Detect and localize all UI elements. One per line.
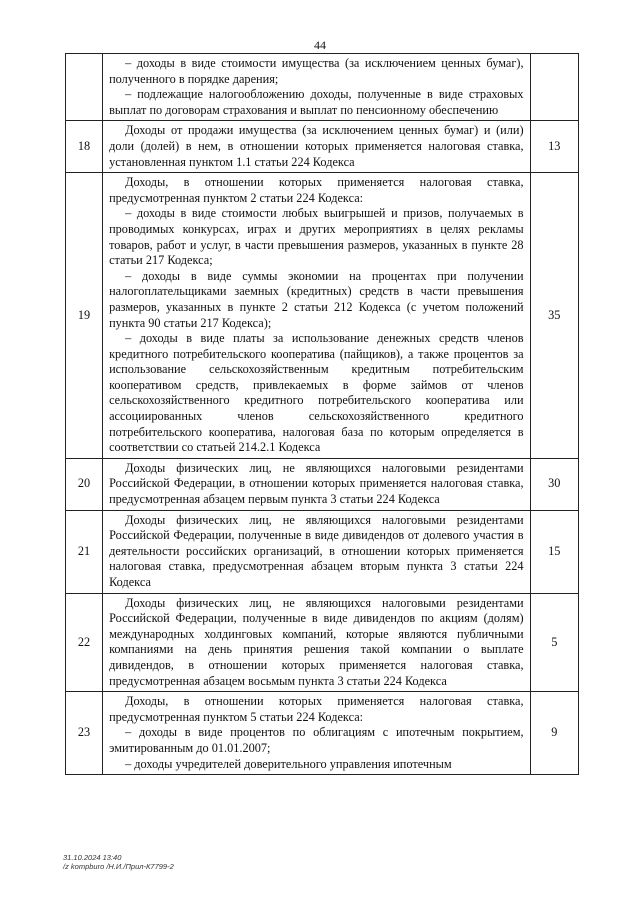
- income-description: [103, 121, 531, 173]
- description-paragraph: – доходы в виде платы за использование денежных средств членов кредитного потребительского кооператива (пайщиков), а также процентов за использование сельскохозяйственным кредитным потребительским кооперативом средств, привлекаемых в форме займов от членов сельскохозяйственного кредитного потребительского кооператива или ассоциированных членов сельскохозяйственного кредитного потребительского кооператива, налоговая база по которым определяется в соответствии со статьей 214.2.1 Кодекса: [109, 331, 524, 455]
- description-paragraph: – подлежащие налогообложению доходы, полученные в виде страховых выплат по договорам страхования и выплат по пенсионному обеспечению: [109, 87, 524, 117]
- table-row: [66, 54, 579, 121]
- income-description: [103, 458, 531, 510]
- description-paragraph: Доходы, в отношении которых применяется налоговая ставка, предусмотренная пунктом 2 статьи 224 Кодекса:: [109, 175, 524, 205]
- table-row: [66, 173, 579, 459]
- table-body: [66, 54, 579, 775]
- description-paragraph: – доходы в виде процентов по облигациям с ипотечным покрытием, эмитированным до 01.01.2007;: [109, 725, 524, 755]
- income-description: [103, 173, 531, 459]
- rate-percent: 15: [530, 510, 578, 593]
- row-number: 19: [66, 173, 103, 459]
- table-row: [66, 458, 579, 510]
- description-paragraph: Доходы физических лиц, не являющихся налоговыми резидентами Российской Федерации, в отношении которых применяется налоговая ставка, предусмотренная абзацем первым пункта 3 статьи 224 Кодекса: [109, 460, 524, 507]
- rate-percent: 35: [530, 173, 578, 459]
- table-row: [66, 121, 579, 173]
- income-description: [103, 54, 531, 121]
- footer-timestamp: 31.10.2024 13:40: [63, 853, 122, 862]
- table-row: [66, 692, 579, 775]
- rate-percent: 30: [530, 458, 578, 510]
- income-description: [103, 593, 531, 692]
- row-number: 22: [66, 593, 103, 692]
- page-number: 44: [314, 38, 326, 52]
- row-number: [66, 54, 103, 121]
- description-paragraph: Доходы физических лиц, не являющихся налоговыми резидентами Российской Федерации, полученные в виде дивидендов по акциям (долям) международных холдинговых компаний, которые являются публичными компаниями на день принятия решения такой компании о выплате дивидендов, в отношении которых применяется налоговая ставка, предусмотренная абзацем восьмым пункта 3 статьи 224 Кодекса: [109, 595, 524, 688]
- rate-percent: [530, 54, 578, 121]
- description-paragraph: Доходы, в отношении которых применяется налоговая ставка, предусмотренная пунктом 5 статьи 224 Кодекса:: [109, 694, 524, 724]
- income-description: [103, 692, 531, 775]
- income-codes-table: [65, 53, 579, 775]
- income-description: [103, 510, 531, 593]
- description-paragraph: – доходы учредителей доверительного управления ипотечным: [125, 756, 452, 771]
- footer-file-path: /z kompburo /Н.И./Прил-К7799-2: [63, 862, 174, 871]
- row-number: 20: [66, 458, 103, 510]
- rate-percent: 9: [530, 692, 578, 775]
- print-footer: [63, 853, 174, 871]
- table-row: [66, 510, 579, 593]
- rate-percent: 5: [530, 593, 578, 692]
- description-paragraph: – доходы в виде стоимости любых выигрышей и призов, получаемых в проводимых конкурсах, играх и других мероприятиях в целях рекламы товаров, работ и услуг, в части превышения размеров, указанных в пункте 28 статьи 217 Кодекса;: [109, 206, 524, 268]
- table-row: [66, 593, 579, 692]
- row-number: 18: [66, 121, 103, 173]
- row-number: 23: [66, 692, 103, 775]
- description-paragraph: Доходы от продажи имущества (за исключением ценных бумаг) и (или) доли (долей) в нем, в отношении которых применяется налоговая ставка, установленная пунктом 1.1 статьи 224 Кодекса: [109, 123, 524, 169]
- row-number: 21: [66, 510, 103, 593]
- description-paragraph: Доходы физических лиц, не являющихся налоговыми резидентами Российской Федерации, полученные в виде дивидендов от долевого участия в деятельности российских организаций, в отношении которых применяется налоговая ставка, предусмотренная абзацем вторым пункта 3 статьи 224 Кодекса: [109, 512, 524, 589]
- rate-percent: 13: [530, 121, 578, 173]
- description-paragraph: – доходы в виде суммы экономии на процентах при получении налогоплательщиками заемных (кредитных) средств в части превышения размеров, указанных в пункте 2 статьи 212 Кодекса (с учетом положений пункта 90 статьи 217 Кодекса);: [109, 268, 524, 330]
- description-paragraph: – доходы в виде стоимости имущества (за исключением ценных бумаг), полученного в порядке дарения;: [109, 56, 524, 86]
